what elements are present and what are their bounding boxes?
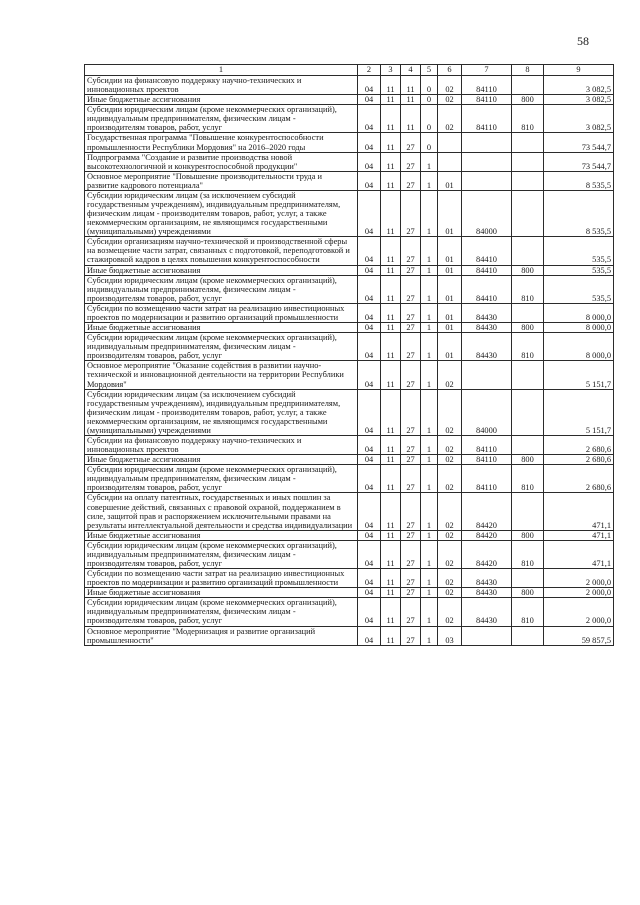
row-code-5: 1 bbox=[421, 323, 438, 333]
row-code-6: 01 bbox=[438, 190, 462, 236]
row-code-8 bbox=[512, 626, 544, 645]
row-name: Субсидии по возмещению части затрат на реализацию инвестиционных проектов по модернизации и развитию организаций промышленности bbox=[85, 569, 358, 588]
row-code-4: 27 bbox=[401, 465, 421, 493]
table-row bbox=[85, 435, 614, 454]
row-code-3: 11 bbox=[381, 171, 401, 190]
row-amount: 2 000,0 bbox=[544, 598, 614, 626]
row-code-4: 27 bbox=[401, 152, 421, 171]
row-code-8 bbox=[512, 435, 544, 454]
row-code-4: 27 bbox=[401, 237, 421, 265]
row-amount: 471,1 bbox=[544, 540, 614, 568]
row-code-3: 11 bbox=[381, 105, 401, 133]
row-code-7: 84430 bbox=[462, 333, 512, 361]
table-row bbox=[85, 265, 614, 275]
row-code-4: 27 bbox=[401, 493, 421, 530]
table-row bbox=[85, 455, 614, 465]
row-code-2: 04 bbox=[358, 171, 381, 190]
row-code-8: 800 bbox=[512, 265, 544, 275]
row-code-6: 02 bbox=[438, 493, 462, 530]
row-code-3: 11 bbox=[381, 361, 401, 389]
row-amount: 535,5 bbox=[544, 275, 614, 303]
row-code-6 bbox=[438, 133, 462, 152]
row-code-6: 02 bbox=[438, 569, 462, 588]
row-amount: 73 544,7 bbox=[544, 133, 614, 152]
row-code-7: 84110 bbox=[462, 95, 512, 105]
row-code-3: 11 bbox=[381, 626, 401, 645]
row-code-5: 1 bbox=[421, 465, 438, 493]
row-code-5: 1 bbox=[421, 455, 438, 465]
row-code-5: 1 bbox=[421, 190, 438, 236]
row-code-5: 1 bbox=[421, 493, 438, 530]
row-code-4: 11 bbox=[401, 76, 421, 95]
row-amount: 535,5 bbox=[544, 265, 614, 275]
row-code-5: 1 bbox=[421, 361, 438, 389]
row-code-5: 1 bbox=[421, 598, 438, 626]
row-code-7: 84110 bbox=[462, 76, 512, 95]
row-amount: 2 680,6 bbox=[544, 465, 614, 493]
row-code-7 bbox=[462, 171, 512, 190]
col-header-8: 8 bbox=[512, 65, 544, 76]
row-code-4: 27 bbox=[401, 361, 421, 389]
row-code-8 bbox=[512, 76, 544, 95]
row-code-5: 1 bbox=[421, 540, 438, 568]
row-code-2: 04 bbox=[358, 303, 381, 322]
row-code-7: 84430 bbox=[462, 569, 512, 588]
row-name: Иные бюджетные ассигнования bbox=[85, 265, 358, 275]
row-code-8: 810 bbox=[512, 540, 544, 568]
row-code-5: 0 bbox=[421, 95, 438, 105]
row-code-8: 810 bbox=[512, 333, 544, 361]
row-code-2: 04 bbox=[358, 598, 381, 626]
col-header-3: 3 bbox=[381, 65, 401, 76]
table-row bbox=[85, 588, 614, 598]
row-code-5: 1 bbox=[421, 588, 438, 598]
row-code-6: 01 bbox=[438, 303, 462, 322]
table-row bbox=[85, 626, 614, 645]
row-code-2: 04 bbox=[358, 105, 381, 133]
row-code-4: 27 bbox=[401, 530, 421, 540]
row-code-6: 02 bbox=[438, 540, 462, 568]
row-code-4: 27 bbox=[401, 275, 421, 303]
row-amount: 8 000,0 bbox=[544, 323, 614, 333]
row-code-2: 04 bbox=[358, 530, 381, 540]
row-name: Субсидии юридическим лицам (кроме некоммерческих организаций), индивидуальным предпринимателям, физическим лицам - производителям товаров, работ, услуг bbox=[85, 598, 358, 626]
table-row bbox=[85, 95, 614, 105]
row-code-6: 03 bbox=[438, 626, 462, 645]
row-amount: 3 082,5 bbox=[544, 95, 614, 105]
row-code-5: 0 bbox=[421, 76, 438, 95]
row-code-6: 02 bbox=[438, 465, 462, 493]
table-row bbox=[85, 275, 614, 303]
table-row bbox=[85, 530, 614, 540]
row-name: Субсидии на финансовую поддержку научно-технических и инновационных проектов bbox=[85, 76, 358, 95]
col-header-6: 6 bbox=[438, 65, 462, 76]
row-code-2: 04 bbox=[358, 455, 381, 465]
row-code-2: 04 bbox=[358, 333, 381, 361]
row-code-3: 11 bbox=[381, 95, 401, 105]
row-code-3: 11 bbox=[381, 152, 401, 171]
row-code-5: 1 bbox=[421, 237, 438, 265]
page-number: 58 bbox=[577, 34, 589, 48]
row-code-5: 0 bbox=[421, 133, 438, 152]
col-header-4: 4 bbox=[401, 65, 421, 76]
row-code-8 bbox=[512, 493, 544, 530]
row-code-6: 01 bbox=[438, 237, 462, 265]
row-code-8: 810 bbox=[512, 275, 544, 303]
row-code-7: 84410 bbox=[462, 275, 512, 303]
row-code-2: 04 bbox=[358, 323, 381, 333]
row-code-7: 84430 bbox=[462, 323, 512, 333]
table-row bbox=[85, 465, 614, 493]
row-code-6: 02 bbox=[438, 361, 462, 389]
row-code-8: 800 bbox=[512, 588, 544, 598]
row-code-8 bbox=[512, 303, 544, 322]
row-code-8: 800 bbox=[512, 323, 544, 333]
row-code-4: 27 bbox=[401, 435, 421, 454]
row-code-2: 04 bbox=[358, 465, 381, 493]
table-row bbox=[85, 237, 614, 265]
row-code-8 bbox=[512, 389, 544, 435]
row-code-6: 01 bbox=[438, 265, 462, 275]
table-row bbox=[85, 133, 614, 152]
row-amount: 5 151,7 bbox=[544, 361, 614, 389]
table-row bbox=[85, 323, 614, 333]
row-name: Субсидии юридическим лицам (за исключением субсидий государственным учреждениям), индивидуальным предпринимателям, физическим лицам - производителям товаров, работ, услуг, а также некоммерческим организациям, не являющимся государственными (муниципальными) учреждениями bbox=[85, 190, 358, 236]
table-row bbox=[85, 389, 614, 435]
row-code-6: 02 bbox=[438, 105, 462, 133]
row-code-2: 04 bbox=[358, 389, 381, 435]
table-row bbox=[85, 598, 614, 626]
row-amount: 3 082,5 bbox=[544, 76, 614, 95]
table-row bbox=[85, 569, 614, 588]
table-row bbox=[85, 76, 614, 95]
row-code-5: 1 bbox=[421, 569, 438, 588]
row-code-3: 11 bbox=[381, 133, 401, 152]
row-name: Иные бюджетные ассигнования bbox=[85, 323, 358, 333]
row-code-3: 11 bbox=[381, 389, 401, 435]
row-name: Субсидии юридическим лицам (кроме некоммерческих организаций), индивидуальным предпринимателям, физическим лицам - производителям товаров, работ, услуг bbox=[85, 465, 358, 493]
row-amount: 535,5 bbox=[544, 237, 614, 265]
row-code-2: 04 bbox=[358, 569, 381, 588]
table-row bbox=[85, 493, 614, 530]
row-code-3: 11 bbox=[381, 530, 401, 540]
header-row bbox=[85, 65, 614, 76]
row-amount: 2 000,0 bbox=[544, 588, 614, 598]
row-code-5: 1 bbox=[421, 152, 438, 171]
row-code-2: 04 bbox=[358, 275, 381, 303]
row-amount: 471,1 bbox=[544, 530, 614, 540]
row-code-6: 01 bbox=[438, 171, 462, 190]
row-code-7: 84110 bbox=[462, 435, 512, 454]
row-code-6 bbox=[438, 152, 462, 171]
row-code-8: 800 bbox=[512, 95, 544, 105]
row-code-7: 84410 bbox=[462, 265, 512, 275]
row-code-4: 27 bbox=[401, 333, 421, 361]
row-amount: 8 000,0 bbox=[544, 333, 614, 361]
row-code-2: 04 bbox=[358, 265, 381, 275]
row-code-7 bbox=[462, 361, 512, 389]
row-code-5: 1 bbox=[421, 265, 438, 275]
row-code-3: 11 bbox=[381, 493, 401, 530]
row-code-6: 02 bbox=[438, 598, 462, 626]
row-code-7: 84410 bbox=[462, 237, 512, 265]
row-name: Субсидии на финансовую поддержку научно-технических и инновационных проектов bbox=[85, 435, 358, 454]
table-row bbox=[85, 105, 614, 133]
row-code-3: 11 bbox=[381, 237, 401, 265]
row-code-7 bbox=[462, 133, 512, 152]
col-header-5: 5 bbox=[421, 65, 438, 76]
row-amount: 73 544,7 bbox=[544, 152, 614, 171]
table-row bbox=[85, 171, 614, 190]
table-row bbox=[85, 152, 614, 171]
row-name: Субсидии юридическим лицам (кроме некоммерческих организаций), индивидуальным предпринимателям, физическим лицам - производителям товаров, работ, услуг bbox=[85, 540, 358, 568]
row-code-3: 11 bbox=[381, 569, 401, 588]
col-header-7: 7 bbox=[462, 65, 512, 76]
row-code-8: 800 bbox=[512, 530, 544, 540]
row-code-5: 1 bbox=[421, 171, 438, 190]
row-code-4: 27 bbox=[401, 389, 421, 435]
row-code-7 bbox=[462, 626, 512, 645]
row-name: Подпрограмма "Создание и развитие производства новой высокотехнологичной и конкурентоспособной продукции" bbox=[85, 152, 358, 171]
row-code-4: 27 bbox=[401, 303, 421, 322]
row-code-4: 27 bbox=[401, 455, 421, 465]
row-code-2: 04 bbox=[358, 190, 381, 236]
row-code-3: 11 bbox=[381, 190, 401, 236]
row-code-6: 01 bbox=[438, 333, 462, 361]
row-code-3: 11 bbox=[381, 455, 401, 465]
row-code-3: 11 bbox=[381, 323, 401, 333]
row-code-7 bbox=[462, 152, 512, 171]
row-code-7: 84430 bbox=[462, 598, 512, 626]
row-name: Иные бюджетные ассигнования bbox=[85, 455, 358, 465]
budget-table bbox=[84, 64, 614, 646]
table-row bbox=[85, 361, 614, 389]
row-code-8 bbox=[512, 152, 544, 171]
row-code-3: 11 bbox=[381, 333, 401, 361]
row-code-8: 810 bbox=[512, 598, 544, 626]
row-code-8 bbox=[512, 171, 544, 190]
row-code-6: 02 bbox=[438, 76, 462, 95]
row-code-4: 11 bbox=[401, 105, 421, 133]
row-code-5: 1 bbox=[421, 435, 438, 454]
row-code-6: 02 bbox=[438, 435, 462, 454]
row-code-4: 27 bbox=[401, 569, 421, 588]
row-code-8 bbox=[512, 190, 544, 236]
row-name: Иные бюджетные ассигнования bbox=[85, 95, 358, 105]
row-code-7: 84430 bbox=[462, 303, 512, 322]
row-code-4: 27 bbox=[401, 626, 421, 645]
row-amount: 471,1 bbox=[544, 493, 614, 530]
row-code-4: 27 bbox=[401, 598, 421, 626]
row-code-6: 02 bbox=[438, 95, 462, 105]
row-code-3: 11 bbox=[381, 265, 401, 275]
row-name: Субсидии юридическим лицам (кроме некоммерческих организаций), индивидуальным предпринимателям, физическим лицам - производителям товаров, работ, услуг bbox=[85, 275, 358, 303]
row-code-2: 04 bbox=[358, 493, 381, 530]
row-code-7: 84110 bbox=[462, 465, 512, 493]
row-code-5: 1 bbox=[421, 333, 438, 361]
row-code-3: 11 bbox=[381, 435, 401, 454]
row-code-7: 84000 bbox=[462, 389, 512, 435]
row-code-2: 04 bbox=[358, 76, 381, 95]
row-code-4: 27 bbox=[401, 265, 421, 275]
row-code-8: 810 bbox=[512, 105, 544, 133]
row-name: Субсидии по возмещению части затрат на реализацию инвестиционных проектов по модернизации и развитию организаций промышленности bbox=[85, 303, 358, 322]
row-name: Иные бюджетные ассигнования bbox=[85, 588, 358, 598]
row-code-4: 11 bbox=[401, 95, 421, 105]
row-name: Субсидии юридическим лицам (за исключением субсидий государственным учреждениям), индивидуальным предпринимателям, физическим лицам - производителям товаров, работ, услуг, а также некоммерческим организациям, не являющимся государственными (муниципальными) учреждениями bbox=[85, 389, 358, 435]
row-code-6: 01 bbox=[438, 275, 462, 303]
row-code-7: 84110 bbox=[462, 455, 512, 465]
table-row bbox=[85, 190, 614, 236]
row-amount: 8 535,5 bbox=[544, 190, 614, 236]
col-header-9: 9 bbox=[544, 65, 614, 76]
row-code-3: 11 bbox=[381, 275, 401, 303]
row-code-4: 27 bbox=[401, 133, 421, 152]
row-name: Субсидии юридическим лицам (кроме некоммерческих организаций), индивидуальным предпринимателям, физическим лицам - производителям товаров, работ, услуг bbox=[85, 105, 358, 133]
row-code-6: 02 bbox=[438, 588, 462, 598]
row-code-5: 0 bbox=[421, 105, 438, 133]
row-name: Основное мероприятие "Оказание содействия в развитии научно-технической и инновационной деятельности на территории Республики Мордовия" bbox=[85, 361, 358, 389]
row-code-3: 11 bbox=[381, 540, 401, 568]
row-code-7: 84000 bbox=[462, 190, 512, 236]
col-header-name: 1 bbox=[85, 65, 358, 76]
row-code-7: 84430 bbox=[462, 588, 512, 598]
row-code-4: 27 bbox=[401, 190, 421, 236]
row-code-2: 04 bbox=[358, 133, 381, 152]
row-code-3: 11 bbox=[381, 465, 401, 493]
row-name: Субсидии юридическим лицам (кроме некоммерческих организаций), индивидуальным предпринимателям, физическим лицам - производителям товаров, работ, услуг bbox=[85, 333, 358, 361]
row-name: Иные бюджетные ассигнования bbox=[85, 530, 358, 540]
row-code-8 bbox=[512, 237, 544, 265]
row-code-2: 04 bbox=[358, 588, 381, 598]
row-name: Основное мероприятие "Повышение производительности труда и развитие кадрового потенциала" bbox=[85, 171, 358, 190]
row-name: Субсидии организациям научно-технической и производственной сферы на возмещение части затрат, связанных с подготовкой, переподготовкой и стажировкой кадров в целях повышения конкурентоспособности bbox=[85, 237, 358, 265]
row-code-5: 1 bbox=[421, 626, 438, 645]
row-code-4: 27 bbox=[401, 588, 421, 598]
row-code-3: 11 bbox=[381, 76, 401, 95]
row-code-6: 02 bbox=[438, 455, 462, 465]
table-row bbox=[85, 540, 614, 568]
row-amount: 3 082,5 bbox=[544, 105, 614, 133]
row-code-2: 04 bbox=[358, 540, 381, 568]
row-code-8 bbox=[512, 361, 544, 389]
row-code-3: 11 bbox=[381, 588, 401, 598]
row-code-4: 27 bbox=[401, 540, 421, 568]
row-code-3: 11 bbox=[381, 598, 401, 626]
table-row bbox=[85, 333, 614, 361]
row-code-6: 02 bbox=[438, 389, 462, 435]
row-code-2: 04 bbox=[358, 237, 381, 265]
row-amount: 2 680,6 bbox=[544, 455, 614, 465]
row-code-7: 84420 bbox=[462, 540, 512, 568]
row-amount: 59 857,5 bbox=[544, 626, 614, 645]
row-code-5: 1 bbox=[421, 530, 438, 540]
row-name: Субсидии на оплату патентных, государственных и иных пошлин за совершение действий, связанных с правовой охраной, поддержанием в силе, защитой прав и распоряжением исключительными правами на результаты интеллектуальной деятельности и средства индивидуализации bbox=[85, 493, 358, 530]
row-code-4: 27 bbox=[401, 171, 421, 190]
row-code-2: 04 bbox=[358, 435, 381, 454]
col-header-2: 2 bbox=[358, 65, 381, 76]
row-code-8: 800 bbox=[512, 455, 544, 465]
row-amount: 5 151,7 bbox=[544, 389, 614, 435]
row-code-7: 84420 bbox=[462, 530, 512, 540]
row-code-5: 1 bbox=[421, 389, 438, 435]
row-code-7: 84110 bbox=[462, 105, 512, 133]
row-code-7: 84420 bbox=[462, 493, 512, 530]
row-code-4: 27 bbox=[401, 323, 421, 333]
table-row bbox=[85, 303, 614, 322]
row-amount: 2 680,6 bbox=[544, 435, 614, 454]
row-name: Государственная программа "Повышение конкурентоспособности промышленности Республики Мордовия" на 2016–2020 годы bbox=[85, 133, 358, 152]
row-code-2: 04 bbox=[358, 626, 381, 645]
row-code-5: 1 bbox=[421, 303, 438, 322]
row-code-2: 04 bbox=[358, 361, 381, 389]
row-code-6: 01 bbox=[438, 323, 462, 333]
row-code-8 bbox=[512, 569, 544, 588]
row-code-5: 1 bbox=[421, 275, 438, 303]
row-name: Основное мероприятие "Модернизация и развитие организаций промышленности" bbox=[85, 626, 358, 645]
row-amount: 2 000,0 bbox=[544, 569, 614, 588]
row-code-3: 11 bbox=[381, 303, 401, 322]
row-amount: 8 000,0 bbox=[544, 303, 614, 322]
row-code-2: 04 bbox=[358, 95, 381, 105]
row-code-8 bbox=[512, 133, 544, 152]
row-code-2: 04 bbox=[358, 152, 381, 171]
row-amount: 8 535,5 bbox=[544, 171, 614, 190]
row-code-6: 02 bbox=[438, 530, 462, 540]
row-code-8: 810 bbox=[512, 465, 544, 493]
